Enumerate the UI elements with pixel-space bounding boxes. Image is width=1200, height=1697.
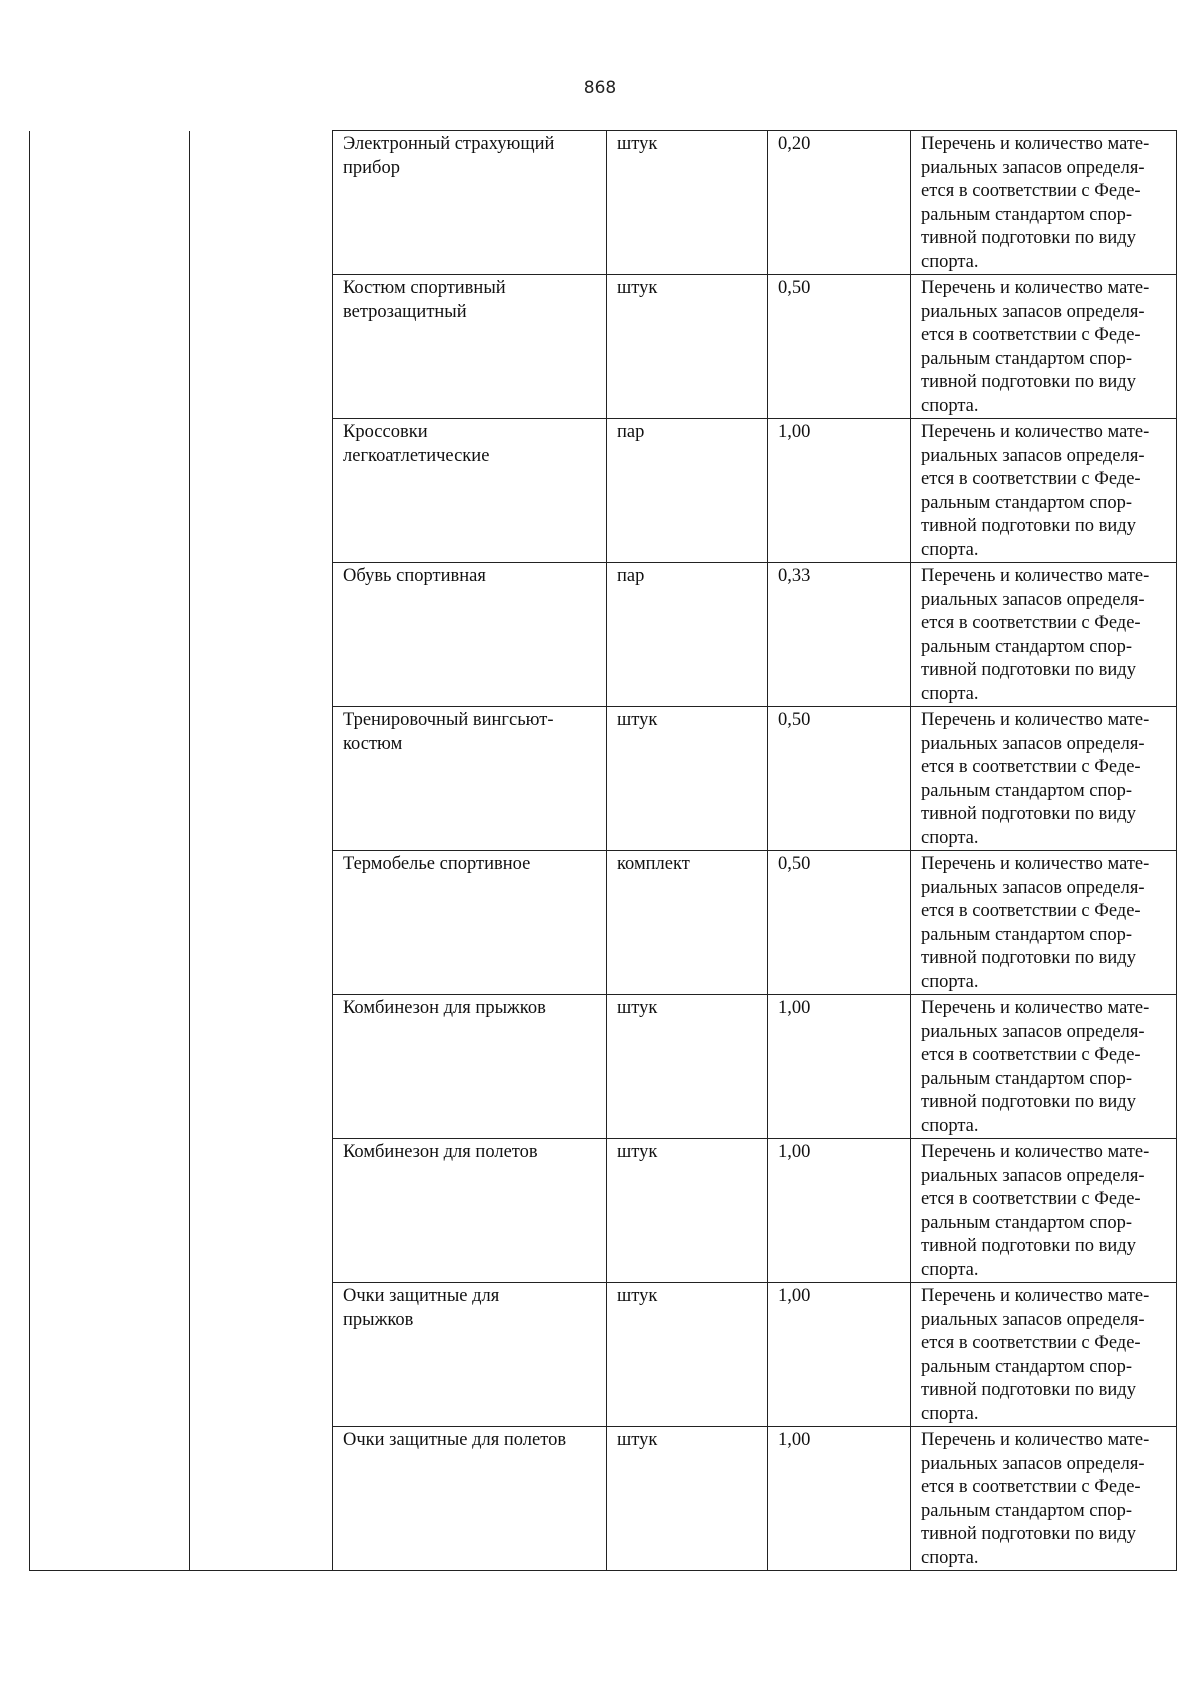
note-line: ральным стандартом спор- (921, 1500, 1133, 1521)
note-line: риальных запасов определя- (921, 1309, 1145, 1330)
unit-cell: штук (607, 707, 768, 851)
unit-cell: штук (607, 1427, 768, 1571)
item-name-line: легкоатлетические (343, 445, 490, 466)
note-cell (911, 275, 1177, 419)
note-line: ральным стандартом спор- (921, 636, 1133, 657)
item-name-line: прыжков (343, 1309, 414, 1330)
quantity-cell: 0,50 (768, 275, 911, 419)
note-line: тивной подготовки по виду (921, 1236, 1136, 1256)
item-name-line: Комбинезон для полетов (343, 1142, 538, 1162)
unit-cell: пар (607, 419, 768, 563)
note-line: тивной подготовки по виду (921, 228, 1136, 248)
item-name-cell (333, 275, 607, 419)
quantity-cell: 1,00 (768, 1427, 911, 1571)
note-line: ется в соответствии с Феде- (921, 1189, 1141, 1209)
note-line: спорта. (921, 971, 979, 992)
note-line: ральным стандартом спор- (921, 1068, 1133, 1089)
note-line: риальных запасов определя- (921, 445, 1145, 466)
item-name-line: Очки защитные для (343, 1286, 500, 1306)
note-line: риальных запасов определя- (921, 1453, 1145, 1474)
note-cell (911, 131, 1177, 275)
note-line: тивной подготовки по виду (921, 1380, 1136, 1400)
note-cell (911, 419, 1177, 563)
equipment-table (29, 130, 1177, 1571)
unit-cell: штук (607, 1283, 768, 1427)
note-line: спорта. (921, 539, 979, 560)
note-cell (911, 563, 1177, 707)
quantity-cell: 0,50 (768, 851, 911, 995)
note-line: ется в соответствии с Феде- (921, 901, 1141, 921)
item-name-cell (333, 1427, 607, 1571)
note-line: ральным стандартом спор- (921, 924, 1133, 945)
quantity-cell: 1,00 (768, 419, 911, 563)
quantity-cell: 0,20 (768, 131, 911, 275)
note-line: спорта. (921, 1115, 979, 1136)
empty-col-1 (30, 131, 190, 1571)
note-line: Перечень и количество мате- (921, 1430, 1150, 1450)
item-name-cell (333, 563, 607, 707)
item-name-line: Комбинезон для прыжков (343, 998, 546, 1018)
note-line: ральным стандартом спор- (921, 1212, 1133, 1233)
note-cell (911, 707, 1177, 851)
note-line: Перечень и количество мате- (921, 422, 1150, 442)
note-line: риальных запасов определя- (921, 1021, 1145, 1042)
quantity-cell: 1,00 (768, 1283, 911, 1427)
item-name-cell (333, 1139, 607, 1283)
item-name-cell (333, 419, 607, 563)
note-line: спорта. (921, 827, 979, 848)
item-name-cell (333, 131, 607, 275)
note-line: спорта. (921, 683, 979, 704)
note-line: ется в соответствии с Феде- (921, 1477, 1141, 1497)
note-line: тивной подготовки по виду (921, 804, 1136, 824)
note-line: ральным стандартом спор- (921, 204, 1133, 225)
quantity-cell: 1,00 (768, 1139, 911, 1283)
item-name-line: Электронный страхующий (343, 134, 555, 154)
quantity-cell: 1,00 (768, 995, 911, 1139)
unit-cell: штук (607, 131, 768, 275)
page-number: 868 (583, 78, 617, 98)
item-name-line: Термобелье спортивное (343, 854, 531, 874)
item-name-line: Тренировочный вингсьют- (343, 710, 554, 730)
note-line: риальных запасов определя- (921, 877, 1145, 898)
note-line: Перечень и количество мате- (921, 854, 1150, 874)
note-line: ется в соответствии с Феде- (921, 757, 1141, 777)
note-line: ется в соответствии с Феде- (921, 1045, 1141, 1065)
note-line: тивной подготовки по виду (921, 1092, 1136, 1112)
note-line: спорта. (921, 1547, 979, 1568)
note-line: Перечень и количество мате- (921, 278, 1150, 298)
note-line: ется в соответствии с Феде- (921, 181, 1141, 201)
equipment-table-body (30, 131, 1177, 1571)
note-line: Перечень и количество мате- (921, 566, 1150, 586)
note-line: Перечень и количество мате- (921, 710, 1150, 730)
item-name-line: прибор (343, 157, 400, 178)
unit-cell: штук (607, 275, 768, 419)
note-line: Перечень и количество мате- (921, 134, 1150, 154)
note-line: риальных запасов определя- (921, 1165, 1145, 1186)
note-line: тивной подготовки по виду (921, 516, 1136, 536)
note-line: спорта. (921, 1403, 979, 1424)
unit-cell: штук (607, 995, 768, 1139)
note-line: Перечень и количество мате- (921, 998, 1150, 1018)
quantity-cell: 0,50 (768, 707, 911, 851)
note-cell (911, 995, 1177, 1139)
note-line: Перечень и количество мате- (921, 1142, 1150, 1162)
item-name-line: костюм (343, 733, 403, 754)
unit-cell: штук (607, 1139, 768, 1283)
item-name-cell (333, 707, 607, 851)
note-cell (911, 1427, 1177, 1571)
item-name-line: Кроссовки (343, 422, 428, 442)
unit-cell: пар (607, 563, 768, 707)
item-name-line: ветрозащитный (343, 301, 467, 322)
note-line: ется в соответствии с Феде- (921, 469, 1141, 489)
note-line: ральным стандартом спор- (921, 348, 1133, 369)
note-cell (911, 1283, 1177, 1427)
note-line: риальных запасов определя- (921, 589, 1145, 610)
note-line: ется в соответствии с Феде- (921, 325, 1141, 345)
table-row (30, 131, 1177, 275)
note-line: спорта. (921, 395, 979, 416)
note-cell (911, 851, 1177, 995)
item-name-line: Обувь спортивная (343, 566, 486, 586)
item-name-line: Очки защитные для полетов (343, 1430, 567, 1450)
note-line: ется в соответствии с Феде- (921, 1333, 1141, 1353)
item-name-cell (333, 1283, 607, 1427)
note-line: тивной подготовки по виду (921, 1524, 1136, 1544)
note-line: ется в соответствии с Феде- (921, 613, 1141, 633)
unit-cell: комплект (607, 851, 768, 995)
note-line: риальных запасов определя- (921, 733, 1145, 754)
item-name-line: Костюм спортивный (343, 278, 506, 298)
quantity-cell: 0,33 (768, 563, 911, 707)
note-line: риальных запасов определя- (921, 301, 1145, 322)
note-line: ральным стандартом спор- (921, 780, 1133, 801)
empty-col-2 (190, 131, 333, 1571)
item-name-cell (333, 995, 607, 1139)
note-line: ральным стандартом спор- (921, 1356, 1133, 1377)
note-line: спорта. (921, 1259, 979, 1280)
note-line: ральным стандартом спор- (921, 492, 1133, 513)
note-line: Перечень и количество мате- (921, 1286, 1150, 1306)
note-line: риальных запасов определя- (921, 157, 1145, 178)
note-cell (911, 1139, 1177, 1283)
item-name-cell (333, 851, 607, 995)
note-line: тивной подготовки по виду (921, 948, 1136, 968)
note-line: тивной подготовки по виду (921, 372, 1136, 392)
equipment-table-container (29, 130, 1176, 1571)
note-line: спорта. (921, 251, 979, 272)
note-line: тивной подготовки по виду (921, 660, 1136, 680)
